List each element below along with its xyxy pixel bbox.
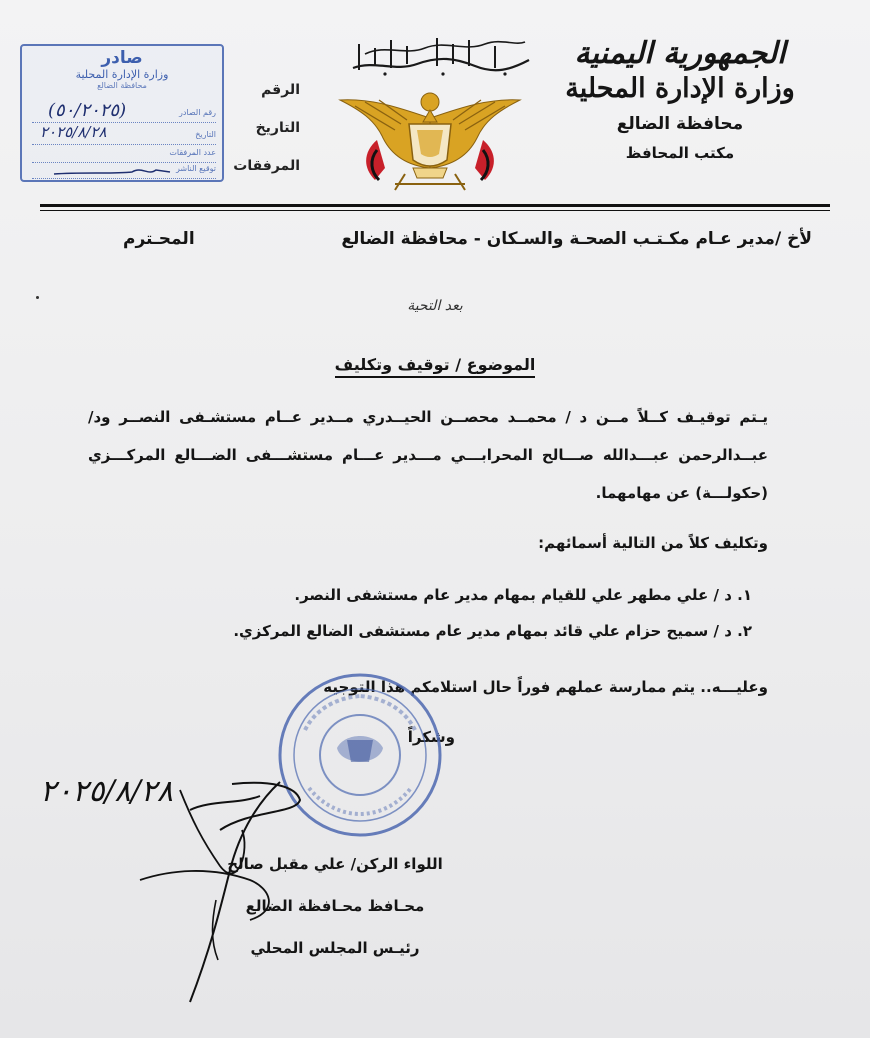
addressee-line: لأخ /مدير عـام مكـتـب الصحـة والسـكان - محافظة الضالع [341, 229, 812, 249]
greeting: بعد التحية [407, 298, 463, 314]
header-divider-thin [40, 210, 830, 211]
assignment-item-1: ١. د / علي مطهر علي للقيام بمهام مدير عام مستشفى النصر. [294, 586, 752, 604]
stamp-date-value: ٢٠٢٥/٨/٢٨ [40, 123, 107, 141]
stamp-number-field: رقم الصادر [178, 108, 216, 117]
letterhead [530, 36, 830, 162]
header-divider-thick [40, 204, 830, 207]
closing-line: وعليـــه.. يتم ممارسة عملهم فوراً حال استلامكم هذا التوجيه [323, 678, 768, 696]
office-name: مكتب المحافظ [625, 144, 735, 162]
outgoing-stamp [20, 44, 224, 182]
body-paragraph: يـتم توقيـف كــلاً مــن د / محمــد محصــن الحيــدري مــدير عــام مستشـفى النصــر ود/ عبــدالرحمن عبـــدالله صـــالح المحرابـــي مـــدير عـــام مستشـــفى الضـــالع المركـــزي (حكولـــة) عن مهامهما. [88, 408, 768, 502]
stamp-signature-row [32, 162, 216, 179]
signatory-title: محـافظ محـافظة الضالع [245, 897, 425, 915]
stamp-ministry: وزارة الإدارة المحلية [75, 68, 169, 81]
stamp-attachments-field: عدد المرفقات [169, 148, 216, 157]
attachments-label: المرفقات [233, 158, 300, 174]
stamp-signature-field: توقيع الناشر [175, 164, 216, 173]
thanks-line: وشكراً [407, 728, 455, 746]
republic-name: الجمهورية اليمنية [574, 36, 786, 71]
stamp-title: صادر [101, 48, 143, 68]
number-label: الرقم [261, 82, 300, 98]
handwritten-signature-icon [120, 770, 310, 1010]
date-label: التاريخ [255, 120, 300, 136]
assign-intro: وتكليف كلاً من التالية أسمائهم: [538, 534, 768, 552]
honorific: المحـترم [123, 229, 195, 249]
subject-line [0, 355, 870, 374]
governorate-name: محافظة الضالع [616, 114, 744, 134]
stamp-date-field: التاريخ [195, 130, 216, 139]
handwritten-date: ٢٠٢٥/٨/٢٨ [40, 774, 174, 809]
subject-text: الموضوع / توقيف وتكليف [335, 355, 536, 378]
stamp-number-value: (٥٠/٢٠٢٥) [48, 100, 127, 121]
reference-labels [228, 82, 300, 196]
stamp-scribble-icon [52, 164, 172, 178]
basmala-calligraphy [345, 30, 535, 80]
stamp-number-row [32, 100, 216, 123]
stamp-date-row [32, 123, 216, 145]
stamp-governorate: محافظة الضالع [97, 81, 147, 90]
yemen-eagle-emblem [335, 80, 525, 195]
signatory-council: رئيـس المجلس المحلي [250, 939, 420, 957]
ministry-name: وزارة الإدارة المحلية [565, 73, 795, 104]
signatory-name: اللواء الركن/ علي مقبل صالح [227, 855, 443, 873]
assignment-item-2: ٢. د / سميح حزام علي قائد بمهام مدير عام مستشفى الضالع المركزي. [233, 622, 752, 640]
scan-speck [36, 296, 39, 299]
stamp-attachments-row [32, 146, 216, 163]
